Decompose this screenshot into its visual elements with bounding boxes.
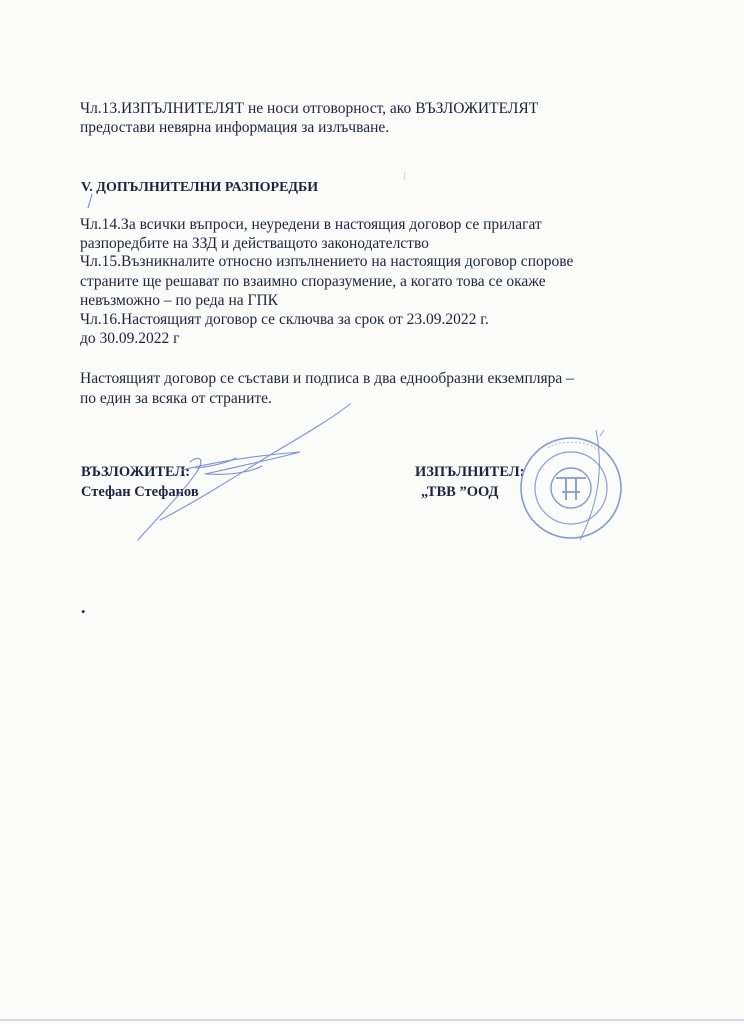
pen-tick (404, 172, 405, 180)
article-15-line-1: Чл.15.Възникналите относно изпълнението на настоящия договор спорове (80, 253, 574, 270)
article-16-line-2: до 30.09.2022 г (80, 330, 180, 347)
client-name: Стефан Стефанов (81, 484, 199, 500)
article-13-text-start: Чл.13.ИЗПЪЛНИТЕЛЯТ не носи отговорност, ако (80, 100, 416, 117)
trailing-mark: . (81, 597, 86, 617)
article-13-line-2: предостави невярна информация за излъчване. (80, 119, 390, 136)
article-14-line-2: разпоредбите на ЗЗД и действащото законодателство (80, 235, 429, 252)
contractor-label: ИЗПЪЛНИТЕЛ: (415, 464, 525, 480)
article-13-client-word: ВЪЗЛОЖИТЕЛЯТ (415, 100, 539, 117)
contractor-name: „ТВВ ”ООД (421, 484, 499, 500)
section-heading: V. ДОПЪЛНИТЕЛНИ РАЗПОРЕДБИ (81, 180, 319, 195)
article-16-line-1: Чл.16.Настоящият договор се сключва за срок от 23.09.2022 г. (80, 311, 489, 328)
article-13-line-1 (80, 100, 538, 118)
client-label: ВЪЗЛОЖИТЕЛ: (81, 464, 191, 480)
article-14-line-1: Чл.14.За всички въпроси, неуредени в настоящия договор се прилагат (80, 216, 542, 233)
article-15-line-3: невъзможно – по реда на ГПК (80, 292, 278, 309)
scan-edge-line (0, 1019, 744, 1021)
closing-line-1: Настоящият договор се състави и подписа в два еднообразни екземпляра – (80, 370, 574, 387)
closing-line-2: по един за всяка от страните. (80, 390, 272, 407)
company-stamp-icon (521, 430, 621, 540)
article-15-line-2: страните ще решават по взаимно споразумение, а когато това се окаже (80, 273, 546, 290)
